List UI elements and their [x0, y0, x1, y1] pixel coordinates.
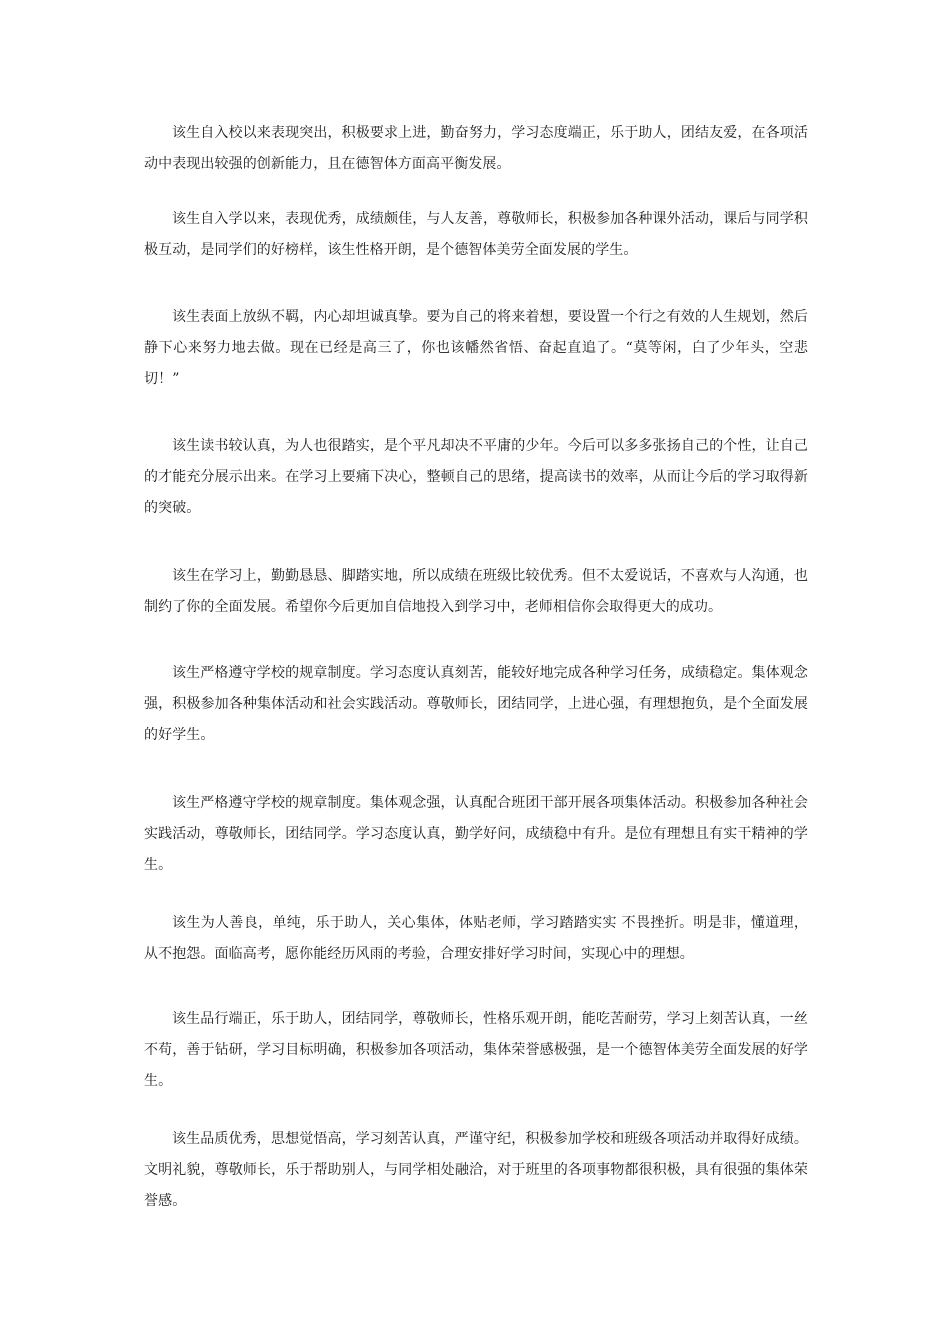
comment-paragraph-7: 该生严格遵守学校的规章制度。集体观念强，认真配合班团干部开展各项集体活动。积极参加各种社会实践活动，尊敬师长，团结同学。学习态度认真，勤学好问，成绩稳中有升。是位有理想且有实干精神的学生。: [144, 795, 808, 873]
comment-paragraph-5: 该生在学习上，勤勤恳恳、脚踏实地，所以成绩在班级比较优秀。但不太爱说话，不喜欢与人沟通，也制约了你的全面发展。希望你今后更加自信地投入到学习中，老师相信你会取得更大的成功。: [144, 568, 808, 615]
comment-paragraph-9: 该生品行端正，乐于助人，团结同学，尊敬师长，性格乐观开朗，能吃苦耐劳，学习上刻苦认真，一丝不苟，善于钻研，学习目标明确，积极参加各项活动，集体荣誉感极强，是一个德智体美劳全面发展的好学生。: [144, 1011, 808, 1089]
comment-paragraph-3: 该生表面上放纵不羁，内心却坦诚真挚。要为自己的将来着想，要设置一个行之有效的人生规划，然后静下心来努力地去做。现在已经是高三了，你也该幡然省悟、奋起直追了。“莫等闲，白了少年头，空悲切！”: [144, 309, 808, 387]
comment-paragraph-6: 该生严格遵守学校的规章制度。学习态度认真刻苦，能较好地完成各种学习任务，成绩稳定。集体观念强，积极参加各种集体活动和社会实践活动。尊敬师长，团结同学，上进心强，有理想抱负，是个全面发展的好学生。: [144, 665, 808, 743]
comment-paragraph-4: 该生读书较认真，为人也很踏实，是个平凡却决不平庸的少年。今后可以多多张扬自己的个性，让自己的才能充分展示出来。在学习上要痛下决心，整顿自己的思绪，提高读书的效率，从而让今后的学习取得新的突破。: [144, 438, 808, 516]
comment-paragraph-2: 该生自入学以来，表现优秀，成绩颇佳，与人友善，尊敬师长，积极参加各种课外活动，课后与同学积极互动，是同学们的好榜样，该生性格开朗，是个德智体美劳全面发展的学生。: [144, 211, 808, 258]
comment-paragraph-10: 该生品质优秀，思想觉悟高，学习刻苦认真，严谨守纪，积极参加学校和班级各项活动并取得好成绩。文明礼貌，尊敬师长，乐于帮助别人，与同学相处融洽，对于班里的各项事物都很积极，具有很强的集体荣誉感。: [144, 1131, 808, 1209]
comment-paragraph-1: 该生自入校以来表现突出，积极要求上进，勤奋努力，学习态度端正，乐于助人，团结友爱，在各项活动中表现出较强的创新能力，且在德智体方面高平衡发展。: [144, 125, 808, 172]
comment-paragraph-8: 该生为人善良，单纯，乐于助人，关心集体，体贴老师，学习踏踏实实 不畏挫折。明是非，懂道理，从不抱怨。面临高考，愿你能经历风雨的考验，合理安排好学习时间，实现心中的理想。: [144, 915, 808, 962]
